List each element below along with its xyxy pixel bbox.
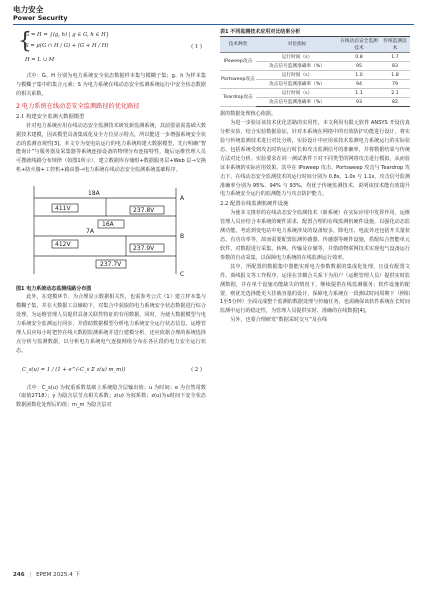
paragraph-hardware-config: 为使本文推荐的在线动态安全监测技术（新系统）在实际应用中发挥作用，运维管理人员应结合本系统的硬件需求，配置合理的在线监测机硬件设施，以强化动态监测功能。考虑到变电站中电力系统涉及的设备较多，除电压、电流外还包括开关量状态、有功功率等，故而需要配置监测传感器、传感器等硬件设施，搭配综合智能单元软件，对数据进行采集、转换、传输及存储等，并借助物联网技术实现电气设备运行参数的自动采集，以保障电力系统的在线监测运行效率。 [220, 210, 410, 261]
table-cell-online: 1.1 [338, 89, 380, 98]
paragraph-modeling-step: 此外，在建模环节，为合理显示数据相关性，也需参考公式（1）建立样本集与模糊子集，并在大数据工具辅助下，对集合中获取的电力系统安全状态数据进行综合处理，为运维管理人员提供具备关联性特征的有用数据。同时，为使大数据模型与电力系统安全监测运行同步，并借助数据模型分析电力系统安全运行状态信息，运维管理人员应每小时把控在线大数据监测系统并进行建模分析，还应依据合理的系统选择点分析与监测数据，以分析电力系统电气连接网络分布在各区段的电力安全运行状态。 [16, 294, 206, 354]
table-cell-traditional: 83 [380, 62, 410, 71]
node-voltage-412v: 412V [55, 241, 71, 249]
bus-label-b: B [180, 233, 185, 241]
paragraph-formula-1-explanation: 式中：G、H 分别为电力系统安全状态数据样本集与模糊子集；g、h 为样本集与模糊子集中的集合元素；S 为电力系统在线动态安全监测系统运行中安全状态数据的相关系数。 [16, 73, 206, 97]
paragraph-data-concentrator: 其中，所配置的数据集中器能实现电力参数数据的集成化处理，且设有配置文件、离线报文等工作程序，运用在非耦合关系下为用户（运维管理人员）提供实时监测数据，并在单个设施功能缺失的情况下，继续提供在线监测服务；软件设施的配置，则优先选择能更大挂载容量的设计，保障电力系统在一段测试时间周期下（例如1至5分钟）全面完成整个监测的数据处理与传输任务，也需确保该软件系统在长时间监测中运行的稳定性，为管理人员提供实时、准确的在线数据[4]。 [220, 263, 410, 315]
node-voltage-411v: 411V [55, 205, 71, 213]
formula-1-line-1: G = H = {(g, h) | g ∈ G, h ∈ H} [25, 32, 110, 38]
node-current-7a: 7A [86, 228, 94, 236]
section-heading-2: 2 电力系统在线动态安全监测路径的优化路径 [16, 102, 140, 110]
formula-1 [16, 28, 206, 72]
table-cell-metric: 攻击信号监测准确率（%） [256, 98, 338, 107]
figure-1 [16, 178, 206, 284]
table-cell-metric: 攻击信号监测准确率（%） [256, 80, 338, 89]
table-cell-technique: IPsweep攻击 [220, 53, 256, 71]
node-current-18a: 18A [88, 190, 100, 198]
comparison-table [220, 36, 410, 107]
table-cell-traditional: 79 [380, 80, 410, 89]
subsection-heading-2-1: 2.1 构建安全监测大数据模型 [16, 113, 85, 120]
node-voltage-237-9v: 237.9V [133, 245, 155, 253]
right-column [220, 28, 410, 325]
table-row [220, 89, 410, 98]
subsection-heading-2-2: 2.2 配置在线监测机硬件设施 [220, 201, 289, 208]
page-number: 246 [13, 572, 25, 578]
circuit-diagram [26, 178, 196, 284]
left-column [16, 28, 206, 410]
table-cell-metric: 运行时间（s） [256, 89, 338, 98]
table-1-caption: 表1 不同监测技术应用对比结果分析 [220, 29, 301, 35]
formula-2-number: ( 2 ) [191, 366, 202, 373]
journal-issue: EPEM 2025.4 下 [36, 572, 81, 578]
header-rule [13, 24, 414, 25]
paragraph-experiment: 为进一步验证该技术优化思路的实用性，本文利用有限元软件 ANSYS 开设仿真分析实验，结合实验数据验证，针对本系统在网络中的有效防护功能进行设计，将实验与传统监测技术进行对比分析，实验设计中应用该技术监测电力系统运行的实际状态，包括系统受到攻击时的运行时长和攻击监测信号的准确率，并将数据结果与传统方法对比分析。实验要求在同一测试条件下对不同类型的网络攻击进行模拟，从而验证本系统的实际应用效果。其中在 IPsweep 攻击、Portsweep 攻击与 Teardrop 攻击下，在线动态安全监测技术的运行时间分别为 0.8s、1.0s 与 1.1s，攻击信号监测准确率分别为 95%、94% 与 93%，均优于传统监测技术，说明该技术能有效提升电力系统安全运行的监测能力与攻击防护能力。 [220, 120, 410, 198]
journal-section-subtitle: Power Security [13, 14, 68, 22]
formula-2 [16, 358, 206, 384]
formula-1-number: ( 1 ) [191, 44, 202, 50]
formula-1-brace: { [18, 29, 32, 54]
table-cell-traditional: 2.1 [380, 89, 410, 98]
node-current-16a: 16A [102, 221, 114, 229]
table-cell-metric: 攻击信号监测准确率（%） [256, 62, 338, 71]
paragraph-closing: 另外，也要合理研发“数据采时交互”及在线 [230, 317, 328, 324]
table-cell-traditional: 1.8 [380, 71, 410, 80]
table-cell-online: 95 [338, 62, 380, 71]
table-row [220, 71, 410, 80]
figure-1-caption: 图1 电力系统动态监测线路分布图 [16, 286, 92, 293]
table-cell-online: 1.0 [338, 71, 380, 80]
node-voltage-237-8v: 237.8V [133, 207, 155, 215]
paragraph-formula-2-explanation: 式中：C_s(u) 为权重系数基础上系统隐含层输出值；u 为时间；e 为自然常数（取值2718）；y 为隐含层节点相关系数；z(u) 为权系数；z(u)为u时间下安全状态数据函数化处理后的值；m_m 为隐含层对 [16, 384, 206, 409]
table-cell-technique: Portsweep攻击 [220, 71, 256, 89]
table-cell-metric: 运行时间（s） [256, 53, 338, 62]
table-header: 对比指标 [256, 37, 338, 53]
table-cell-metric: 运行时间（s） [256, 71, 338, 80]
page-footer [13, 570, 80, 578]
bus-label-c: C [180, 271, 185, 279]
journal-section-title: 电力安全 [13, 5, 44, 14]
table-cell-technique: Teardrop攻击 [220, 89, 256, 107]
table-header: 技术种类 [220, 37, 256, 53]
table-row [220, 53, 410, 62]
table-header: 传统监测技术 [380, 37, 410, 53]
footer-separator: | [29, 572, 32, 578]
table-header: 在线动态安全监测技术 [338, 37, 380, 53]
table-cell-traditional: 82 [380, 98, 410, 107]
bus-label-a: A [180, 195, 185, 203]
table-cell-traditional: 1.7 [380, 53, 410, 62]
table-cell-online: 0.8 [338, 53, 380, 62]
node-voltage-237-7v: 237.7V [100, 261, 122, 269]
table-cell-online: 93 [338, 98, 380, 107]
formula-2-expression: C_s(u) = 1 / (1 + e^(-C_s Σ z(u) m_m)) [22, 366, 126, 373]
paragraph-continuation: 据的数据处理核心依据。 [220, 111, 277, 118]
paragraph-big-data-model: 针对电力系统应用在线动态安全监测技术研发新监测系统，其前要前需基础大数据技术建模，因该模型具备集成化及全方位显示特点，所以能进一步增强系统安全状态的监测直观性[3]。本文专为变电站运行的电力系统构建大数据模型，先行明确“智能询计”与服务器及采集器等系统连接设备的物理分布连接特性，随后运维管理人员可搜就线路分布规律（如图1所示），建立数据库存储组+数据服务层+Web 层→交换机+防火墙+工控机+路由器→电力系统在线动态安全监测系统基础程序。 [16, 122, 206, 174]
formula-1-line-2: S = μ(G ∩ H / G) + (G + H / H) [25, 43, 109, 49]
formula-1-line-3: H = L ∪ M [25, 57, 55, 63]
table-cell-online: 94 [338, 80, 380, 89]
